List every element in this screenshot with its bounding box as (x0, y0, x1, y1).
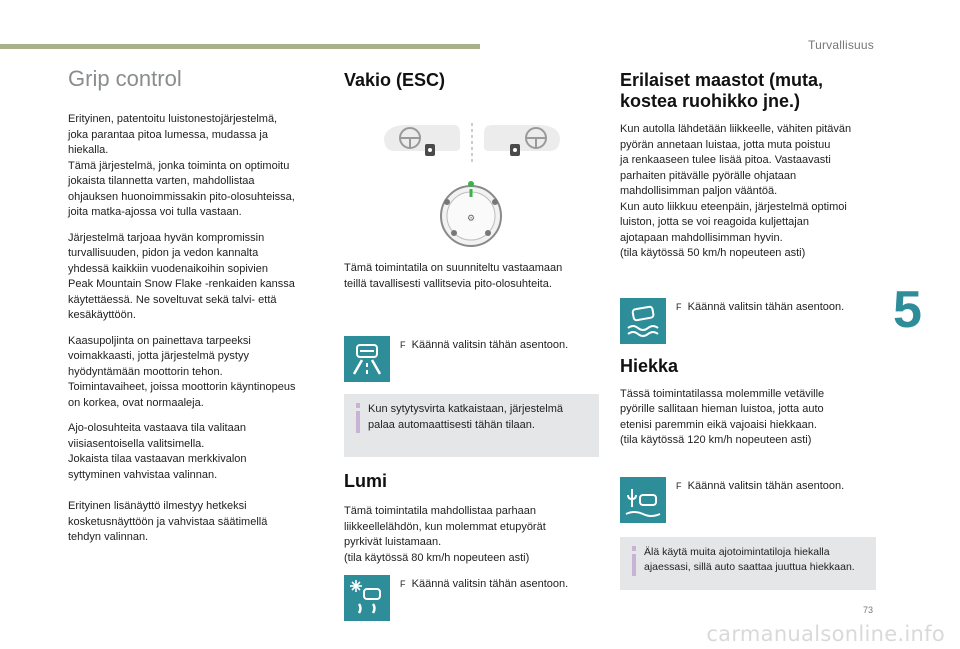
header-bar (0, 44, 480, 49)
step-sand-text (676, 479, 844, 495)
section-title-mud: Erilaiset maastot (muta, kostea ruohikko jne.) (620, 70, 824, 111)
paragraph-snow-body: Tämä toimintatila mahdollistaa parhaan liikkeellelähdön, kun molemmat etupyörät pyrkivät luistamaan. (tila käytössä 80 km/h nopeuteen asti) (344, 505, 546, 564)
step-esc-text (400, 338, 568, 354)
chapter-title: Turvallisuus (808, 38, 874, 52)
section-title-esc: Vakio (ESC) (344, 70, 446, 90)
selector-dial-illustration (344, 111, 599, 251)
step-mud (620, 298, 876, 344)
paragraph-esc-body: Tämä toimintatila on suunniteltu vastaamaan teillä tavallisesti vallitsevia pito-olosuhteita. (344, 262, 563, 290)
step-snow-text (400, 577, 568, 593)
note-sand-text: Älä käytä muita ajotoimintatiloja hiekalla ajaessasi, sillä auto saattaa juuttua hiekkaan. (644, 545, 855, 573)
paragraph-accelerator: Kaasupoljinta on painettava tarpeeksi voimakkaasti, jotta järjestelmä pystyy hyödyntämään moottorin tehon. Toimintavaiheet, joissa moottorin käyntinopeus on korkea, ovat normaaleja. (68, 334, 296, 409)
note-sand (620, 537, 876, 590)
paragraph-selector: Ajo-olosuhteita vastaava tila valitaan viisiasentoisella valitsimella. Jokaista tilaa vastaavan merkkivalon syttyminen vahvistaa valinnan. (68, 422, 247, 481)
section-title-snow: Lumi (344, 471, 387, 491)
step-esc-label: Käännä valitsin tähän asentoon. (411, 339, 569, 351)
mud-mode-icon (620, 298, 666, 344)
arrow-icon: F (676, 480, 682, 491)
page-number: 73 (862, 605, 873, 615)
paragraph-intro: Erityinen, patentoitu luistonestojärjestelmä, joka parantaa pitoa lumessa, mudassa ja hiekalla. Tämä järjestelmä, jonka toiminta on optimoitu jokaista tilannetta varten, mahdollistaa ohjauksen huonoimmissakin pito-olosuhteissa, joita matka-ajossa voi tulla vastaan. (68, 113, 295, 218)
step-mud-label: Käännä valitsin tähän asentoon. (687, 300, 845, 313)
column-esc-snow (344, 66, 599, 621)
paragraph-mud-body: Kun autolla lähdetään liikkeelle, vähiten pitävän pyörän annetaan luistaa, jotta muta poistuu ja renkaaseen tulee lisää pitoa. Vastaavasti parhaiten pitävälle pyörälle ohjataan mahdollisimman paljon vääntöä. Kun auto liikkuu eteenpäin, järjestelmä optimoi luiston, jotta se voi reagoida kuljettajan ajotapaan mahdollisimman hyvin. (tila käytössä 50 km/h nopeuteen asti) (620, 123, 852, 259)
paragraph-display: Erityinen lisänäyttö ilmestyy hetkeksi kosketusnäyttöön ja vahvistaa säätimellä tehdyn valinnan. (68, 500, 268, 543)
note-esc (344, 394, 599, 457)
step-esc (344, 336, 599, 382)
note-esc-text: Kun sytytysvirta katkaistaan, järjestelmä palaa automaattisesti tähän tilaan. (368, 403, 564, 431)
sand-mode-icon (620, 477, 666, 523)
info-icon (629, 546, 639, 576)
standard-road-mode-icon (344, 336, 390, 382)
step-snow (344, 575, 599, 621)
step-sand (620, 477, 876, 523)
section-title-grip-control: Grip control (68, 66, 182, 91)
section-title-sand: Hiekka (620, 355, 679, 376)
column-mud-sand (620, 66, 876, 590)
arrow-icon: F (676, 301, 682, 312)
info-icon (353, 403, 363, 433)
arrow-icon: F (400, 579, 406, 589)
snow-mode-icon (344, 575, 390, 621)
watermark: carmanualsonline.info (706, 622, 945, 646)
step-mud-text (676, 300, 844, 316)
step-sand-label: Käännä valitsin tähän asentoon. (687, 479, 845, 492)
svg-text:⚙: ⚙ (466, 214, 476, 224)
column-grip-control (68, 66, 323, 546)
chapter-number: 5 (893, 281, 922, 339)
grip-control-illustration (344, 111, 599, 251)
paragraph-sand-body: Tässä toimintatilassa molemmille vetäville pyörille sallitaan hieman luistoa, jotta auto etenisi paremmin eikä vajoaisi hiekkaan. (tila käytössä 120 km/h nopeuteen asti) (620, 387, 825, 446)
arrow-icon: F (400, 340, 406, 350)
paragraph-compromise: Järjestelmä tarjoaa hyvän kompromissin turvallisuuden, pidon ja vedon kannalta yhdessä kaikkiin vuodenaikoihin sopivien Peak Mountain Snow Flake -renkaiden kanssa käytettäessä. Ne soveltuvat sekä talvi- että kesäkäyttöön. (68, 231, 295, 321)
step-snow-label: Käännä valitsin tähän asentoon. (411, 578, 569, 590)
